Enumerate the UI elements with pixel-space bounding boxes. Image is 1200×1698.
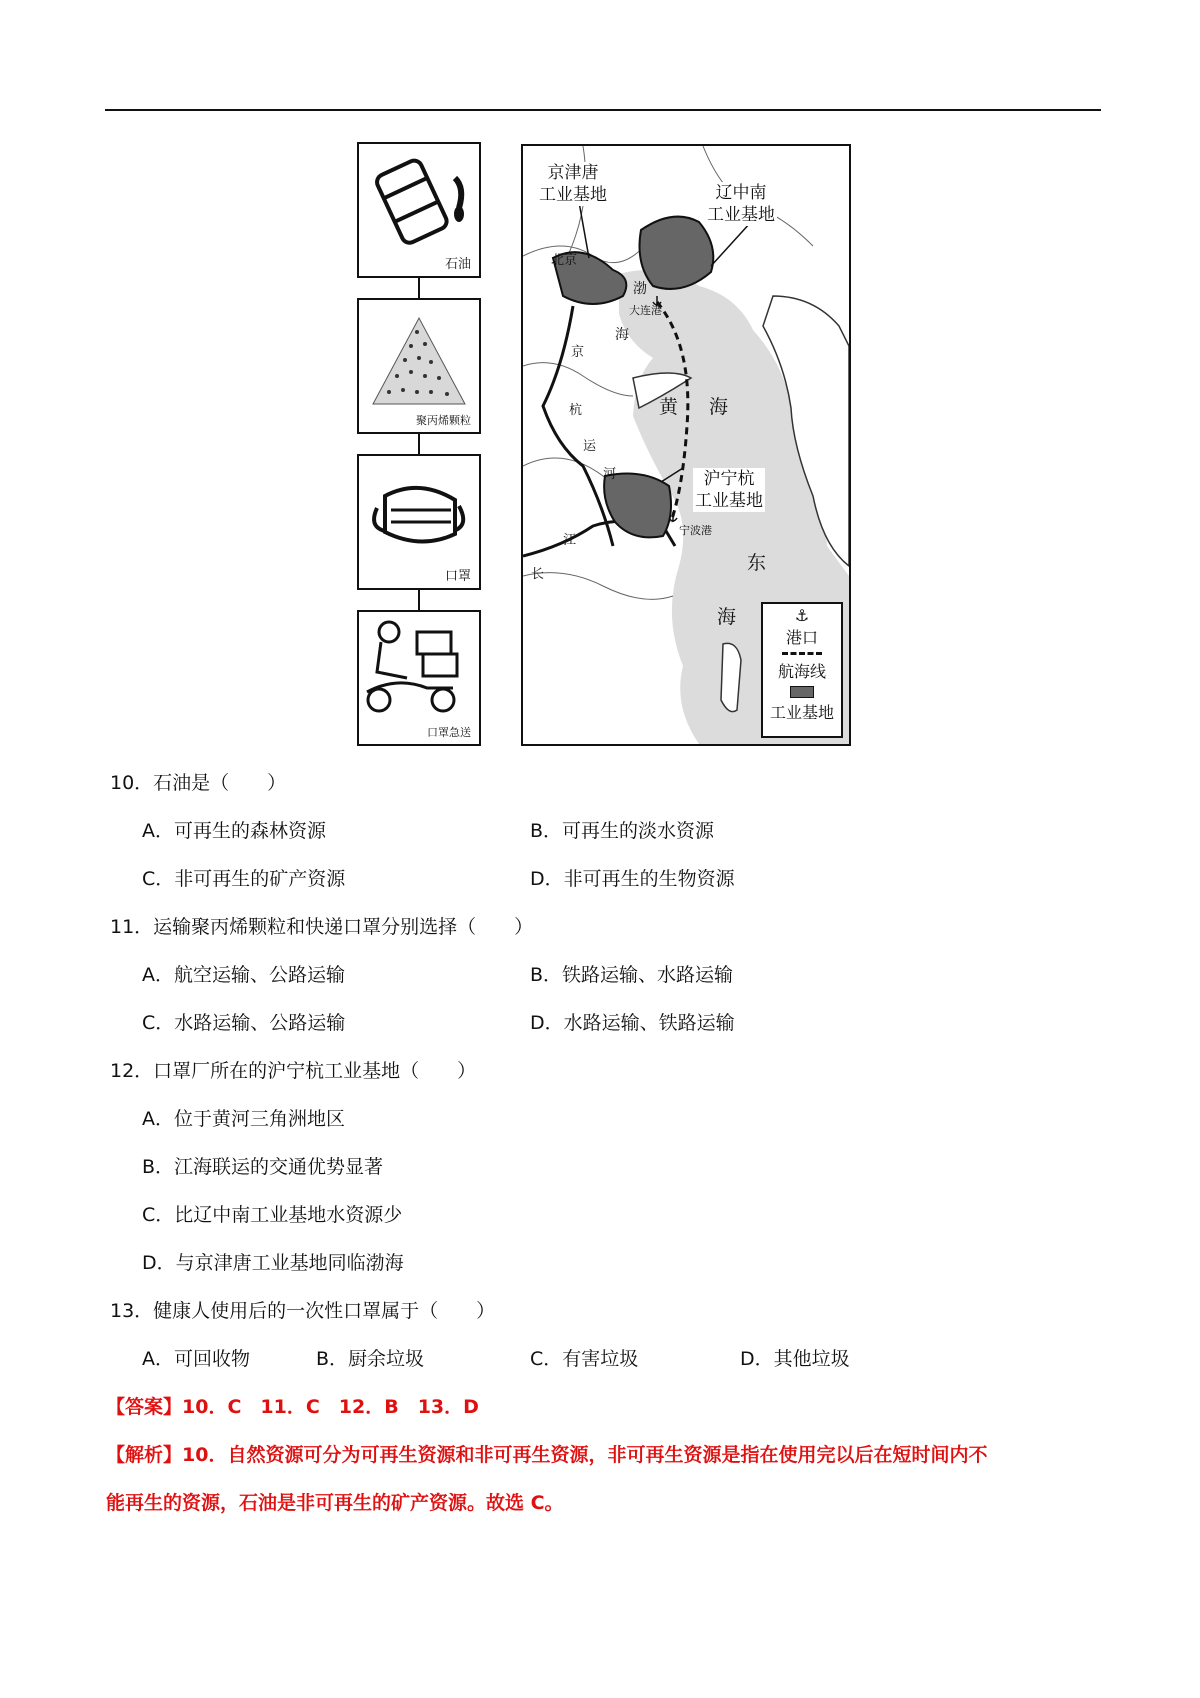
q10-option-b: B．可再生的淡水资源: [530, 820, 715, 842]
granule-pile-icon: [359, 300, 479, 412]
question-12-stem: 12．口罩厂所在的沪宁杭工业基地（ ）: [110, 1060, 477, 1082]
delivery-caption: 口罩急送: [427, 726, 471, 739]
question-figure: [355, 142, 851, 748]
analysis-line-2: 能再生的资源，石油是非可再生的矿产资源。故选 C。: [106, 1492, 564, 1514]
q13-option-c: C．有害垃圾: [530, 1348, 639, 1370]
q13-option-a: A．可回收物: [142, 1348, 250, 1370]
granules-panel: [357, 298, 481, 434]
q11-option-a: A．航空运输、公路运输: [142, 964, 345, 986]
q11-option-c: C．水路运输、公路运输: [142, 1012, 346, 1034]
bohai-label-2: 海: [615, 327, 629, 343]
delivery-scooter-icon: [359, 612, 479, 722]
huanghai-label-2: 海: [709, 396, 729, 418]
q12-option-d: D．与京津唐工业基地同临渤海: [142, 1252, 404, 1274]
header-rule: [105, 109, 1101, 111]
dalian-port-label: 大连港: [629, 304, 662, 317]
question-10-stem: 10．石油是（ ）: [110, 772, 287, 794]
question-13-stem: 13．健康人使用后的一次性口罩属于（ ）: [110, 1300, 496, 1322]
industrial-base-map: [521, 144, 851, 746]
dash-line-icon: [782, 652, 822, 659]
q12-option-c: C．比辽中南工业基地水资源少: [142, 1204, 403, 1226]
liaozhongnan-label: 辽中南 工业基地: [707, 183, 775, 225]
donghai-label-1: 东: [747, 552, 767, 574]
legend-base: 工业基地: [769, 703, 834, 722]
donghai-label-2: 海: [717, 606, 737, 628]
legend-route: 航海线: [777, 662, 826, 681]
answer-text: 10．C 11．C 12．B 13．D: [182, 1396, 479, 1418]
legend-port: 港口: [785, 628, 818, 647]
anchor-icon: ⚓: [794, 606, 810, 625]
analysis-text-1: 10．自然资源可分为可再生资源和非可再生资源，非可再生资源是指在使用完以后在短时间内不: [182, 1444, 988, 1466]
bohai-label-1: 渤: [633, 281, 647, 297]
granules-caption: 聚丙烯颗粒: [416, 414, 471, 427]
mask-panel: [357, 454, 481, 590]
beijing-label: 北京: [551, 253, 578, 268]
analysis-line-1: [106, 1442, 987, 1468]
mask-caption: 口罩: [444, 569, 471, 584]
canal-label-1: 京: [571, 345, 585, 360]
face-mask-icon: [359, 456, 479, 566]
q12-option-b: B．江海联运的交通优势显著: [142, 1156, 384, 1178]
q13-option-d: D．其他垃圾: [740, 1348, 850, 1370]
answer-label: 【答案】: [106, 1396, 183, 1418]
jingjintang-label: 京津唐 工业基地: [539, 163, 607, 205]
q10-option-a: A．可再生的森林资源: [142, 820, 326, 842]
oil-barrel-icon: [359, 144, 479, 254]
question-11-stem: 11．运输聚丙烯颗粒和快递口罩分别选择（ ）: [110, 916, 534, 938]
q11-option-b: B．铁路运输、水路运输: [530, 964, 734, 986]
q10-option-c: C．非可再生的矿产资源: [142, 868, 346, 890]
answer-line: [106, 1394, 479, 1420]
q13-option-b: B．厨余垃圾: [316, 1348, 425, 1370]
canal-label-3: 运: [583, 439, 597, 454]
oil-caption: 石油: [444, 257, 471, 272]
oil-panel: [357, 142, 481, 278]
canal-label-2: 杭: [569, 403, 583, 418]
canal-label-4: 河: [603, 467, 617, 482]
q11-option-d: D．水路运输、铁路运输: [530, 1012, 735, 1034]
huanghai-label-1: 黄: [659, 396, 679, 418]
river-label-2: 江: [563, 533, 577, 548]
delivery-panel: [357, 610, 481, 746]
base-swatch-icon: [790, 686, 814, 698]
q12-option-a: A．位于黄河三角洲地区: [142, 1108, 345, 1130]
ningbo-port-label: 宁波港: [679, 524, 712, 537]
analysis-label: 【解析】: [106, 1444, 183, 1466]
river-label-1: 长: [531, 567, 545, 582]
map-legend: [761, 602, 843, 738]
huningHang-label: 沪宁杭 工业基地: [695, 469, 763, 511]
q10-option-d: D．非可再生的生物资源: [530, 868, 735, 890]
